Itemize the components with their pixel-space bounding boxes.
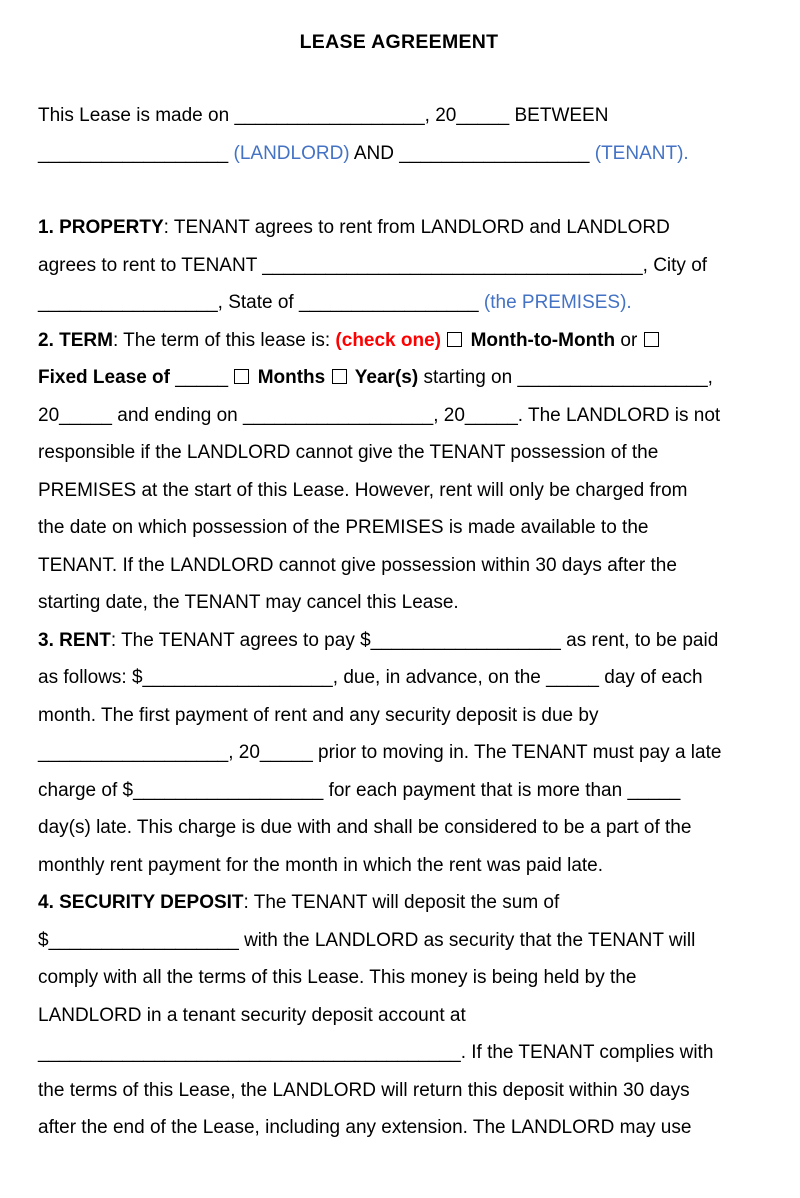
text-segment: with the LANDLORD as security that the TENANT will (238, 929, 696, 951)
text-segment: 1. PROPERTY (38, 217, 164, 238)
checkbox-icon (644, 332, 659, 347)
text-segment: BETWEEN (509, 105, 609, 126)
document-title: LEASE AGREEMENT (299, 31, 499, 53)
blank-field: _____ (464, 404, 518, 426)
text-segment: TENANT. If the LANDLORD cannot give possession within 30 days after the (38, 554, 677, 576)
text-segment: : TENANT agrees to rent from LANDLORD and LANDLORD (163, 217, 670, 238)
blank-field: _____ (259, 742, 313, 763)
text-segment: This Lease is made on (38, 105, 235, 126)
text-segment: Year(s) (354, 367, 419, 388)
text-segment: PREMISES at the start of this Lease. However, rent will only be charged from (38, 479, 688, 501)
text-segment: monthly rent payment for the month in which the rent was paid late. (38, 854, 604, 876)
text-segment: . The LANDLORD is not (517, 404, 721, 426)
blank-field: _____ (627, 779, 681, 801)
text-segment: : The term of this lease is: (112, 329, 336, 351)
text-segment: or (615, 329, 643, 351)
blank-field: __________________ (243, 404, 434, 426)
blank-field: _________________ (38, 292, 218, 313)
text-segment: : The TENANT will deposit the sum of (243, 892, 560, 913)
text-segment: month. The first payment of rent and any security deposit is due by (38, 704, 599, 726)
text-segment: 20 (38, 404, 60, 426)
text-segment: 4. SECURITY DEPOSIT (38, 892, 244, 913)
section-2-term (38, 322, 760, 622)
intro-paragraph (38, 97, 760, 172)
blank-field: _________________ (298, 292, 479, 313)
text-segment: starting date, the TENANT may cancel this Lease. (38, 592, 459, 613)
blank-field: __________________ (38, 142, 229, 164)
blank-field: __________________ (517, 367, 708, 388)
text-segment: after the end of the Lease, including any extension. The LANDLORD may use (38, 1117, 692, 1138)
text-segment: (TENANT). (594, 142, 689, 164)
blank-field: _____ (456, 105, 510, 126)
text-segment: , due, in advance, on the (332, 667, 547, 688)
section-3-rent (38, 622, 760, 885)
text-segment: (the PREMISES). (483, 292, 632, 313)
blank-field: ____________________________________ (262, 254, 643, 276)
blank-field: _____ (546, 667, 599, 688)
text-segment: : The TENANT agrees to pay $ (110, 629, 371, 651)
text-segment: , 20 (228, 742, 260, 763)
blank-field: __________________ (48, 929, 239, 951)
text-segment: day(s) late. This charge is due with and shall be considered to be a part of the (38, 817, 692, 838)
text-segment: AND (349, 142, 400, 164)
text-segment: charge of $ (38, 779, 134, 801)
text-segment (325, 367, 330, 388)
checkbox-icon (234, 369, 249, 384)
text-segment: Fixed Lease of (38, 367, 170, 388)
text-segment: , State of (217, 292, 299, 313)
blank-field: __________________ (142, 667, 333, 688)
text-segment: comply with all the terms of this Lease. This money is being held by the (38, 967, 637, 988)
blank-field: __________________ (399, 142, 590, 164)
text-segment: Months (257, 367, 326, 388)
section-4-security-deposit (38, 884, 760, 1147)
text-segment: as rent, to be paid (560, 629, 719, 651)
text-segment: the date on which possession of the PREMISES is made available to the (38, 517, 649, 538)
text-segment: (LANDLORD) (233, 142, 350, 164)
blank-field: __________________ (133, 779, 324, 801)
blank-field: _____ (175, 367, 229, 388)
text-segment: as follows: $ (38, 667, 143, 688)
text-segment: day of each (599, 667, 703, 688)
document-page (0, 30, 800, 1147)
section-1-property (38, 209, 760, 322)
text-segment: . If the TENANT complies with (460, 1042, 714, 1063)
text-segment: (check one) (335, 329, 442, 351)
text-segment: $ (38, 929, 49, 951)
text-segment: and ending on (111, 404, 243, 426)
blank-field: __________________ (38, 742, 229, 763)
text-segment: starting on (418, 367, 518, 388)
document-body (38, 97, 760, 1147)
text-segment (441, 330, 446, 351)
text-segment: responsible if the LANDLORD cannot give the TENANT possession of the (38, 442, 659, 463)
text-segment: , 20 (433, 404, 465, 426)
text-segment: , (707, 367, 713, 388)
text-segment: for each payment that is more than (323, 779, 628, 801)
text-segment: , City of (642, 254, 708, 276)
checkbox-icon (447, 332, 462, 347)
blank-field: ________________________________________ (38, 1042, 461, 1063)
text-segment: prior to moving in. The TENANT must pay a late (312, 742, 722, 763)
blank-field: __________________ (370, 629, 561, 651)
blank-field: __________________ (234, 105, 425, 126)
text-segment: agrees to rent to TENANT (38, 254, 263, 276)
text-segment: the terms of this Lease, the LANDLORD will return this deposit within 30 days (38, 1079, 690, 1101)
checkbox-icon (332, 369, 347, 384)
text-segment: , 20 (424, 105, 457, 126)
text-segment: Month-to-Month (470, 329, 616, 351)
blank-field: _____ (59, 404, 112, 426)
text-segment: LANDLORD in a tenant security deposit account at (38, 1004, 466, 1026)
text-segment: 3. RENT (38, 629, 111, 651)
text-segment: 2. TERM (38, 329, 113, 351)
text-segment (228, 367, 233, 388)
